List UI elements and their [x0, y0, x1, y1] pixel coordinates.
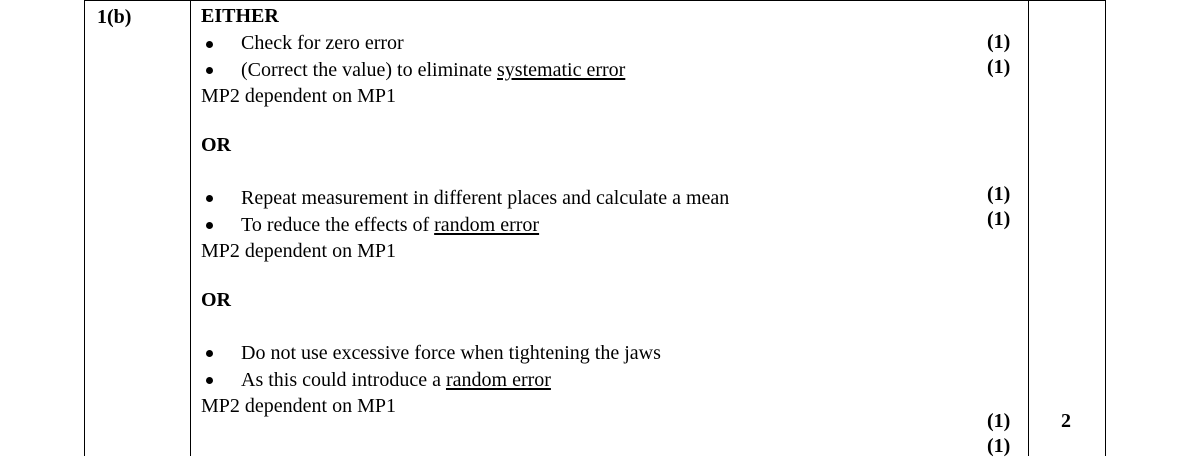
option2-bullet2 — [241, 213, 539, 237]
table-left-border — [84, 0, 85, 456]
bullet-icon — [206, 350, 213, 357]
option3-mark-1: (1) — [987, 410, 1011, 432]
table-right-border — [1105, 0, 1106, 456]
option2-bullet2-prefix: To reduce the effects of — [241, 214, 435, 236]
option1-mark-2: (1) — [987, 56, 1011, 78]
or-heading-1: OR — [201, 134, 231, 156]
option1-note: MP2 dependent on MP1 — [201, 85, 396, 107]
option1-bullet2-prefix: (Correct the value) to eliminate — [241, 59, 498, 81]
bullet-icon — [206, 67, 213, 74]
option1-mark-1: (1) — [987, 31, 1011, 53]
option3-bullet2 — [241, 368, 551, 392]
option3-note: MP2 dependent on MP1 — [201, 395, 396, 417]
table-top-border — [84, 0, 1106, 1]
option2-mark-1: (1) — [987, 183, 1011, 205]
option3-mark-2: (1) — [987, 435, 1011, 457]
bullet-icon — [206, 377, 213, 384]
option2-note: MP2 dependent on MP1 — [201, 240, 396, 262]
option1-bullet1: Check for zero error — [241, 32, 404, 54]
either-heading: EITHER — [201, 5, 279, 27]
bullet-icon — [206, 195, 213, 202]
bullet-icon — [206, 41, 213, 48]
option3-bullet2-underlined: random error — [445, 369, 551, 391]
option2-mark-2: (1) — [987, 208, 1011, 230]
option3-bullet1: Do not use excessive force when tightening the jaws — [241, 342, 661, 364]
option3-bullet2-prefix: As this could introduce a — [241, 369, 446, 391]
option1-bullet2 — [241, 58, 625, 82]
option1-bullet2-underlined: systematic error — [497, 59, 626, 81]
question-number: 1(b) — [97, 6, 132, 28]
option2-bullet2-underlined: random error — [434, 214, 540, 236]
option2-bullet1: Repeat measurement in different places and calculate a mean — [241, 187, 730, 209]
bullet-icon — [206, 222, 213, 229]
column-divider-2 — [1028, 0, 1029, 456]
or-heading-2: OR — [201, 289, 231, 311]
column-divider-1 — [190, 0, 191, 456]
total-marks: 2 — [1061, 410, 1071, 432]
